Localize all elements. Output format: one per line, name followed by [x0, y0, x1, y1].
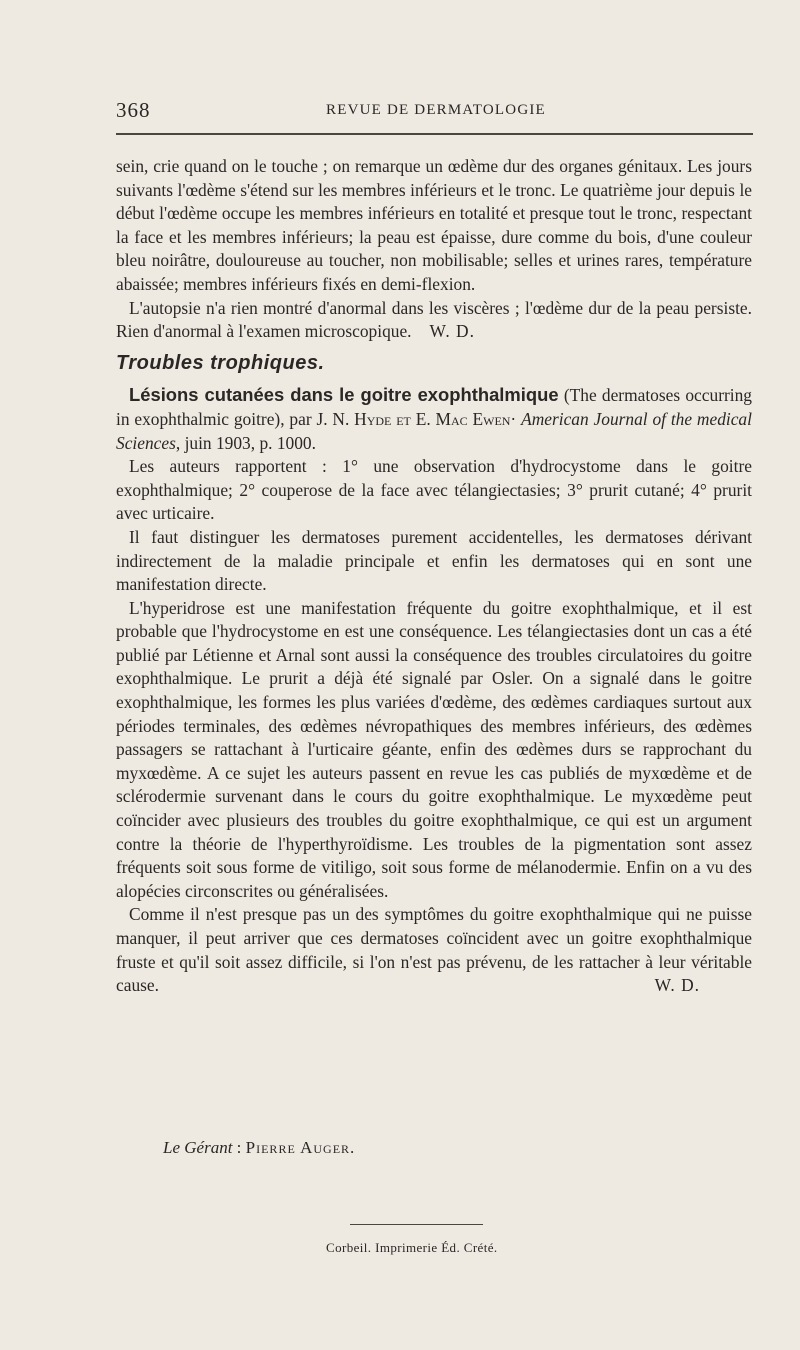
manager-separator: : [232, 1138, 246, 1157]
article-paragraph-1: Les auteurs rapportent : 1° une observation d'hydrocystome dans le goitre exophthalmique; 2° couperose de la face avec télangiectasies; 3° prurit cutané; 4° prurit avec urticaire. [116, 456, 752, 524]
article-paragraph-3: L'hyperidrose est une manifestation fréquente du goitre exophthalmique, et il est probable que l'hydrocystome en est une conséquence. Les télangiectasies dont un cas a été publié par Létienne et Arnal sont aussi la conséquence des troubles circulatoires du goitre exophthalmique. Le prurit a déjà été signalé par Osler. On a signalé dans le goitre exophthalmique, les formes les plus variées d'œdème, des œdèmes cardiaques surtout aux périodes terminales, des œdèmes névropathiques des membres inférieurs, des œdèmes passagers se rattachant à l'urticaire géante, enfin des œdèmes durs se rapprochant du myxœdème. A ce sujet les auteurs passent en revue les cas publiés de myxœdème et de sclérodermie survenant dans le cours du goitre exophthalmique. Le myxœdème peut coïncider avec plusieurs des troubles du goitre exophthalmique, ce qui est un argument contre la théorie de l'hyperthyroïdisme. Les troubles de la pigmentation sont assez fréquents soit sous forme de vitiligo, soit sous forme de mélanodermie. Enfin on a vu des alopécies circonscrites ou généralisées. [116, 597, 752, 901]
autopsy-text: L'autopsie n'a rien montré d'anormal dans les viscères ; l'œdème dur de la peau persiste. Rien d'anormal à l'examen microscopique. [116, 297, 752, 342]
running-title: REVUE DE DERMATOLOGIE [326, 102, 546, 118]
article-authors: J. N. Hyde et E. Mac Ewen· [316, 408, 517, 429]
article-paragraph-2: Il faut distinguer les dermatoses purement accidentelles, les dermatoses dérivant indirectement de la maladie principale et enfin les dermatoses qui en sont une manifestation directe. [116, 526, 752, 595]
continuation-paragraph: sein, crie quand on le touche ; on remarque un œdème dur des organes génitaux. Les jours suivants l'œdème s'étend sur les membres inférieurs et le tronc. Le quatrième jour depuis le début l'œdème occupe les membres inférieurs en totalité et presque tout le tronc, respectant la face et les membres inférieurs; la peau est épaisse, dure comme du bois, d'une couleur bleu noirâtre, douloureuse au toucher, non mobilisable; selles et urines rares, température abaissée; membres inférieurs fixés en demi-flexion. [116, 156, 752, 294]
publication-date: , juin 1903, p. 1000. [175, 432, 316, 453]
manager-line [163, 1138, 355, 1158]
page-number: 368 [116, 98, 151, 122]
article-paragraph-4-text: Comme il n'est presque pas un des symptômes du goitre exophthalmique qui ne puisse manquer, il peut arriver que ces dermatoses coïncident avec un goitre exophthalmique fruste et qu'il soit assez difficile, si l'on n'est pas prévenu, de les rattacher à leur véritable cause. [116, 904, 752, 996]
signature-first: W. D. [429, 321, 475, 342]
signature-second: W. D. [654, 975, 700, 996]
body-text [116, 155, 752, 998]
printer-imprint: Corbeil. Imprimerie Éd. Crété. [326, 1240, 498, 1255]
article-paragraph-4 [116, 903, 752, 997]
header-rule [116, 133, 753, 135]
manager-name: Pierre Auger. [245, 1138, 356, 1157]
manager-label: Le Gérant [163, 1138, 233, 1157]
section-heading: Troubles trophiques. [116, 351, 325, 374]
autopsy-paragraph [116, 297, 752, 344]
article-subtitle: (The dermatoses occurring in exophthalmic goitre), par [116, 385, 752, 429]
page-header [116, 98, 751, 122]
article-title: Lésions cutanées dans le goitre exophthalmique [129, 384, 559, 406]
journal-name: American Journal of the medical Sciences [116, 408, 752, 453]
footer-rule [350, 1224, 483, 1225]
article-reference [116, 383, 752, 455]
